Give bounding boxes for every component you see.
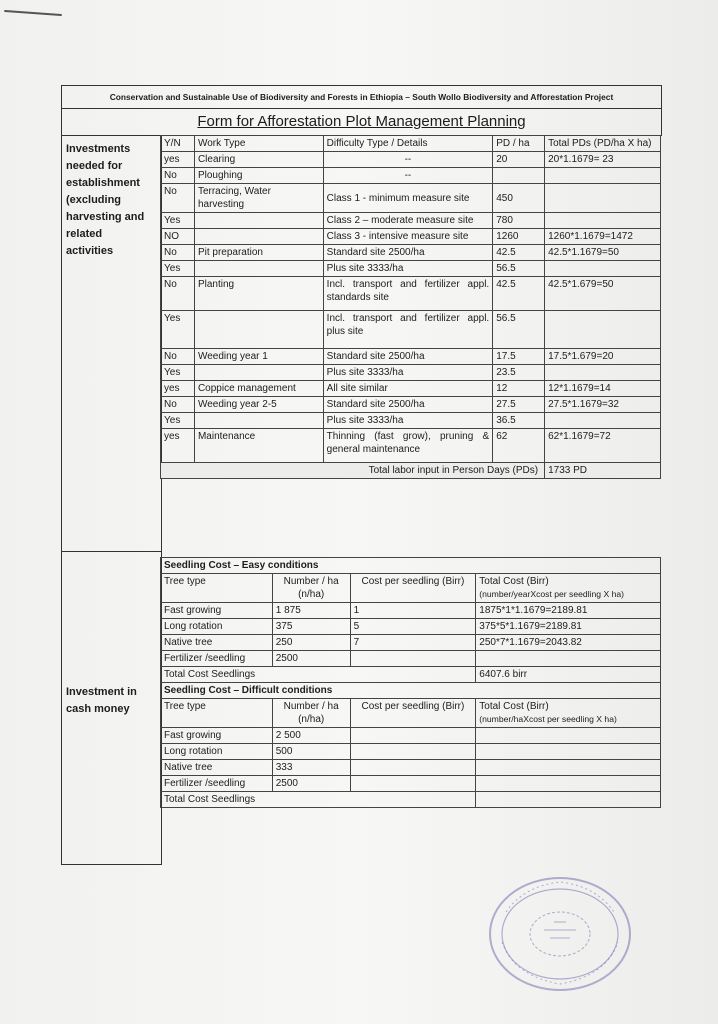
cost-cell (350, 760, 476, 776)
difficulty-cell: Standard site 2500/ha (323, 245, 493, 261)
total-cell (545, 365, 661, 381)
difficulty-cell: Plus site 3333/ha (323, 365, 493, 381)
cost-cell: 1 (350, 603, 476, 619)
pd-cell: 1260 (493, 229, 545, 245)
table-row (161, 744, 661, 760)
tree-cell: Native tree (161, 760, 273, 776)
work-cell (194, 213, 323, 229)
difficulty-cell: Plus site 3333/ha (323, 413, 493, 429)
total-cost-cell (476, 728, 661, 744)
total-cost-cell (476, 744, 661, 760)
cost-cell (350, 776, 476, 792)
total-cell (545, 261, 661, 277)
header-pd: PD / ha (493, 136, 545, 152)
work-cell (194, 261, 323, 277)
cost-cell: 7 (350, 635, 476, 651)
pd-cell: 27.5 (493, 397, 545, 413)
difficulty-cell: -- (323, 168, 493, 184)
yn-cell: No (161, 277, 195, 311)
table-row (161, 619, 661, 635)
total-cell: 42.5*1.679=50 (545, 277, 661, 311)
work-cell (194, 229, 323, 245)
category-line: needed for (66, 160, 123, 172)
cost-cell (350, 744, 476, 760)
table-row (161, 213, 661, 229)
number-cell: 333 (272, 760, 350, 776)
pd-cell: 20 (493, 152, 545, 168)
table-row (161, 229, 661, 245)
header-cost: Cost per seedling (Birr) (350, 699, 476, 728)
total-cell: 20*1.1679= 23 (545, 152, 661, 168)
table-row (161, 261, 661, 277)
total-cell (545, 184, 661, 213)
number-cell: 375 (272, 619, 350, 635)
work-table (160, 135, 661, 479)
tree-cell: Fertilizer /seedling (161, 776, 273, 792)
difficult-heading-row (161, 683, 661, 699)
pd-cell: 36.5 (493, 413, 545, 429)
pd-cell: 450 (493, 184, 545, 213)
total-cost-note: (number/yearXcost per seedling X ha) (479, 589, 624, 599)
easy-total-value: 6407.6 birr (476, 667, 661, 683)
labor-total-row (161, 463, 661, 479)
number-cell: 500 (272, 744, 350, 760)
total-cell: 12*1.1679=14 (545, 381, 661, 397)
pd-cell: 42.5 (493, 277, 545, 311)
yn-cell: No (161, 168, 195, 184)
number-cell: 2500 (272, 776, 350, 792)
table-row (161, 311, 661, 349)
difficulty-cell: Thinning (fast grow), pruning & general maintenance (323, 429, 493, 463)
table-row (161, 349, 661, 365)
yn-cell: Yes (161, 413, 195, 429)
easy-total-row (161, 667, 661, 683)
table-row (161, 651, 661, 667)
category-line: (excluding (66, 194, 122, 206)
number-cell: 1 875 (272, 603, 350, 619)
pd-cell: 12 (493, 381, 545, 397)
pd-cell: 17.5 (493, 349, 545, 365)
easy-heading-row (161, 558, 661, 574)
total-cell (545, 413, 661, 429)
yn-cell: No (161, 349, 195, 365)
planning-form (61, 85, 662, 865)
difficulty-cell: -- (323, 152, 493, 168)
header-total: Total PDs (PD/ha X ha) (545, 136, 661, 152)
category-line: related (66, 228, 103, 240)
work-cell: Pit preparation (194, 245, 323, 261)
pd-cell: 42.5 (493, 245, 545, 261)
difficulty-cell: Incl. transport and fertilizer appl. plus site (323, 311, 493, 349)
total-cost-label: Total Cost (Birr) (479, 576, 549, 587)
pd-cell: 62 (493, 429, 545, 463)
difficulty-cell: Standard site 2500/ha (323, 397, 493, 413)
pd-cell (493, 168, 545, 184)
total-cell (545, 213, 661, 229)
header-tree: Tree type (161, 574, 273, 603)
yn-cell: No (161, 245, 195, 261)
labor-total-label: Total labor input in Person Days (PDs) (161, 463, 545, 479)
yn-cell: Yes (161, 365, 195, 381)
total-cost-cell (476, 760, 661, 776)
easy-header-row (161, 574, 661, 603)
table-row (161, 277, 661, 311)
yn-cell: yes (161, 152, 195, 168)
project-header: Conservation and Sustainable Use of Biodiversity and Forests in Ethiopia – South Wollo Biodiversity and Afforestation Project (61, 85, 662, 109)
difficult-header-row (161, 699, 661, 728)
total-cell (545, 168, 661, 184)
work-cell: Terracing, Water harvesting (194, 184, 323, 213)
labor-total-value: 1733 PD (545, 463, 661, 479)
tree-cell: Fast growing (161, 728, 273, 744)
pd-cell: 780 (493, 213, 545, 229)
work-table-header (161, 136, 661, 152)
tree-cell: Fast growing (161, 603, 273, 619)
difficulty-cell: Class 1 - minimum measure site (323, 184, 493, 213)
table-row (161, 413, 661, 429)
table-row (161, 397, 661, 413)
cost-cell (350, 651, 476, 667)
work-cell (194, 365, 323, 381)
header-number: Number / ha (n/ha) (272, 574, 350, 603)
total-cost-cell: 1875*1*1.1679=2189.81 (476, 603, 661, 619)
section2-category (66, 684, 158, 718)
pd-cell: 56.5 (493, 261, 545, 277)
easy-heading: Seedling Cost – Easy conditions (161, 558, 661, 574)
table-row (161, 381, 661, 397)
total-cell: 1260*1.1679=1472 (545, 229, 661, 245)
pd-cell: 23.5 (493, 365, 545, 381)
yn-cell: Yes (161, 261, 195, 277)
yn-cell: yes (161, 429, 195, 463)
work-cell: Coppice management (194, 381, 323, 397)
number-cell: 2500 (272, 651, 350, 667)
total-cell: 17.5*1.679=20 (545, 349, 661, 365)
difficulty-cell: All site similar (323, 381, 493, 397)
total-cell: 62*1.1679=72 (545, 429, 661, 463)
yn-cell: Yes (161, 213, 195, 229)
category-line: establishment (66, 177, 140, 189)
table-row (161, 760, 661, 776)
difficulty-cell: Standard site 2500/ha (323, 349, 493, 365)
header-number: Number / ha (n/ha) (272, 699, 350, 728)
work-cell (194, 311, 323, 349)
table-row (161, 245, 661, 261)
difficulty-cell: Incl. transport and fertilizer appl. standards site (323, 277, 493, 311)
table-row (161, 429, 661, 463)
table-row (161, 776, 661, 792)
table-row (161, 184, 661, 213)
yn-cell: Yes (161, 311, 195, 349)
category-line: harvesting and (66, 211, 145, 223)
work-cell: Planting (194, 277, 323, 311)
section1-category-cell (61, 135, 162, 552)
work-cell: Weeding year 2-5 (194, 397, 323, 413)
work-cell: Clearing (194, 152, 323, 168)
header-total-cost (476, 574, 661, 603)
total-cost-cell (476, 651, 661, 667)
table-row (161, 168, 661, 184)
form-title-text: Form for Afforestation Plot Management Planning (197, 113, 526, 130)
table-row (161, 603, 661, 619)
form-title (61, 109, 662, 136)
total-cost-note: (number/haXcost per seedling X ha) (479, 714, 617, 724)
yn-cell: No (161, 397, 195, 413)
easy-seedling-table (160, 557, 661, 808)
cost-cell: 5 (350, 619, 476, 635)
header-yn: Y/N (161, 136, 195, 152)
total-cell (545, 311, 661, 349)
total-cost-cell: 375*5*1.1679=2189.81 (476, 619, 661, 635)
table-row (161, 152, 661, 168)
difficult-total-label: Total Cost Seedlings (161, 792, 476, 808)
table-row (161, 365, 661, 381)
category-line: Investments (66, 143, 131, 155)
total-cost-cell (476, 776, 661, 792)
total-cost-cell: 250*7*1.1679=2043.82 (476, 635, 661, 651)
difficult-total-row (161, 792, 661, 808)
yn-cell: No (161, 184, 195, 213)
table-row (161, 635, 661, 651)
category-line: Investment in (66, 686, 137, 698)
header-difficulty: Difficulty Type / Details (323, 136, 493, 152)
yn-cell: NO (161, 229, 195, 245)
work-cell: Maintenance (194, 429, 323, 463)
header-work: Work Type (194, 136, 323, 152)
round-seal-stamp-icon (484, 872, 636, 992)
yn-cell: yes (161, 381, 195, 397)
easy-total-label: Total Cost Seedlings (161, 667, 476, 683)
number-cell: 2 500 (272, 728, 350, 744)
work-cell: Weeding year 1 (194, 349, 323, 365)
header-cost: Cost per seedling (Birr) (350, 574, 476, 603)
pd-cell: 56.5 (493, 311, 545, 349)
difficult-heading: Seedling Cost – Difficult conditions (161, 683, 661, 699)
header-tree: Tree type (161, 699, 273, 728)
total-cost-label: Total Cost (Birr) (479, 701, 549, 712)
table-row (161, 728, 661, 744)
tree-cell: Native tree (161, 635, 273, 651)
header-total-cost (476, 699, 661, 728)
category-line: cash money (66, 703, 130, 715)
difficulty-cell: Plus site 3333/ha (323, 261, 493, 277)
difficult-total-value (476, 792, 661, 808)
category-line: activities (66, 245, 114, 257)
tree-cell: Long rotation (161, 619, 273, 635)
total-cell: 27.5*1.1679=32 (545, 397, 661, 413)
work-cell: Ploughing (194, 168, 323, 184)
tree-cell: Fertilizer /seedling (161, 651, 273, 667)
total-cell: 42.5*1.1679=50 (545, 245, 661, 261)
difficulty-cell: Class 2 – moderate measure site (323, 213, 493, 229)
pen-mark (4, 10, 62, 16)
work-cell (194, 413, 323, 429)
number-cell: 250 (272, 635, 350, 651)
difficulty-cell: Class 3 - intensive measure site (323, 229, 493, 245)
cost-cell (350, 728, 476, 744)
tree-cell: Long rotation (161, 744, 273, 760)
